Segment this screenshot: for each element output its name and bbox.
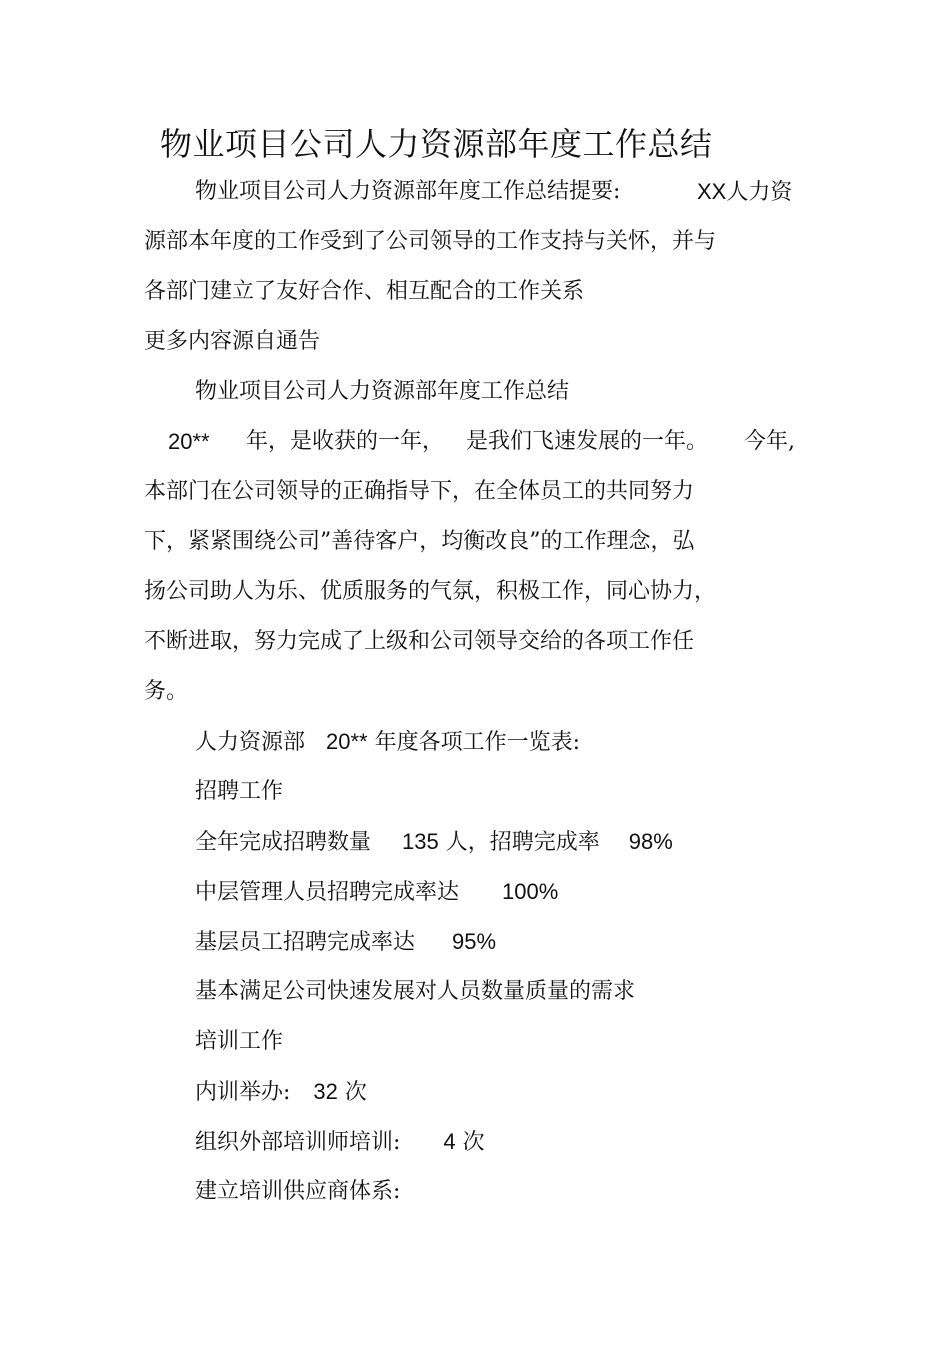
intro-line-4: 扬公司助人为乐、优质服务的气氛，积极工作，同心协力， — [144, 579, 717, 604]
intro-line-6: 务。 — [144, 679, 189, 704]
intro-year: 20** — [168, 429, 210, 454]
intro-line-5: 不断进取，努力完成了上级和公司领导交给的各项工作任 — [144, 629, 695, 654]
intro-line-3: 下，紧紧围绕公司”善待客户，均衡改良”的工作理念，弘 — [144, 529, 695, 554]
recruit-note: 基本满足公司快速发展对人员数量质量的需求 — [195, 979, 636, 1004]
summary-line-1-tail — [697, 175, 792, 210]
summary-line-2: 源部本年度的工作受到了公司领导的工作支持与关怀，并与 — [144, 229, 717, 254]
intro-phrase-3: 今年, — [744, 429, 795, 454]
intro-phrase-2: 是我们飞速发展的一年。 — [466, 429, 709, 454]
document-title: 物业项目公司人力资源部年度工作总结 — [160, 125, 713, 163]
training-external-line: 组织外部培训师培训: 4 次 — [195, 1129, 485, 1155]
training-heading: 培训工作 — [195, 1029, 284, 1054]
summary-line-1 — [195, 175, 620, 209]
training-supplier-line: 建立培训供应商体系: — [195, 1179, 401, 1204]
intro-phrase-1: 年，是收获的一年， — [246, 429, 445, 454]
summary-label: 物业项目公司人力资源部年度工作总结提要: — [195, 179, 621, 204]
recruit-mid-line: 中层管理人员招聘完成率达 100% — [195, 879, 559, 905]
intro-line-2: 本部门在公司领导的正确指导下，在全体员工的共同努力 — [144, 479, 695, 504]
summary-line-4: 更多内容源自通告 — [144, 329, 321, 354]
recruit-base-line: 基层员工招聘完成率达 95% — [195, 929, 497, 955]
summary-xx-text: XX人力资 — [697, 179, 793, 204]
overview-line: 人力资源部 20** 年度各项工作一览表: — [195, 729, 581, 755]
recruit-total-line: 全年完成招聘数量 135 人，招聘完成率 98% — [195, 829, 673, 855]
recruit-heading: 招聘工作 — [195, 779, 284, 804]
summary-line-3: 各部门建立了友好合作、相互配合的工作关系 — [144, 279, 585, 304]
section-subtitle: 物业项目公司人力资源部年度工作总结 — [195, 379, 570, 404]
training-internal-line: 内训举办: 32 次 — [195, 1079, 367, 1105]
